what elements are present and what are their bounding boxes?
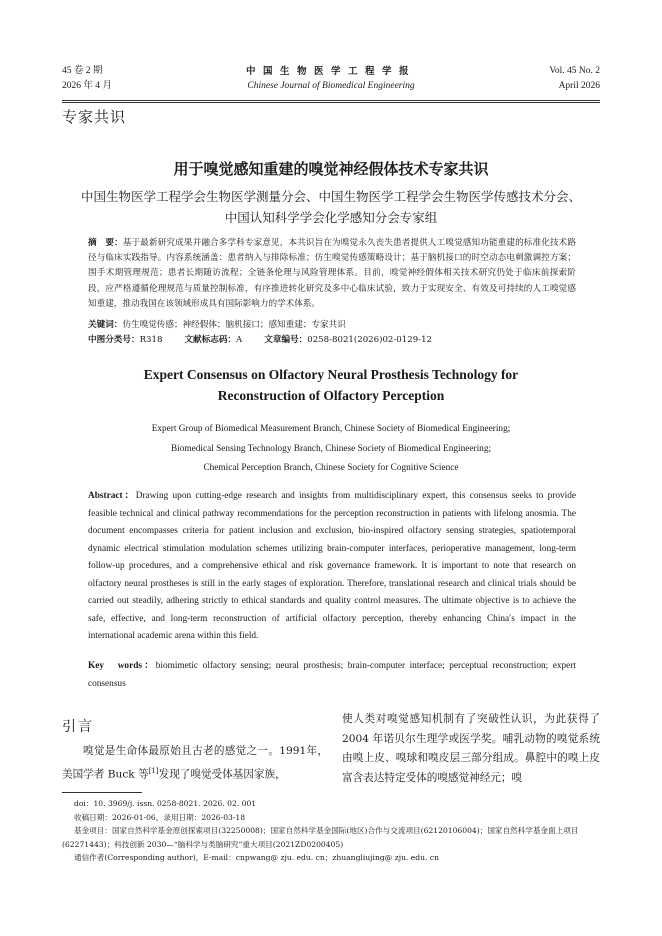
footnote-rule	[62, 792, 142, 793]
header-center	[180, 64, 482, 94]
title-en-line: Expert Consensus on Olfactory Neural Prosthesis Technology for	[143, 367, 519, 382]
authors-en-line: Expert Group of Biomedical Measurement Branch, Chinese Society of Biomedical Engineering;	[151, 424, 511, 434]
header-left	[62, 64, 112, 94]
clc-value: R318	[139, 335, 163, 345]
abstract-cn-label: 摘 要：	[88, 238, 123, 248]
title-en	[62, 364, 600, 406]
abstract-cn	[88, 236, 576, 312]
doc-code-label: 文献标志码：	[184, 335, 237, 345]
body-text: 嗅觉是生命体最原始且古老的感觉之一。1991年，美国学者 Buck 等	[62, 745, 328, 781]
date-en: April 2026	[558, 81, 600, 91]
authors-en-line: Chemical Perception Branch, Chinese Society for Cognitive Science	[203, 463, 459, 473]
keywords-cn-label: 关键词：	[88, 320, 123, 330]
keywords-en	[88, 658, 576, 693]
citation-ref[interactable]: [1]	[148, 766, 159, 775]
keywords-en-text: biomimetic olfactory sensing; neural prosthesis; brain-computer interface; perceptual reconstruction; expert consensus	[88, 661, 576, 689]
volume-issue: 45 卷 2 期	[62, 66, 103, 76]
footnotes	[62, 797, 600, 865]
authors-cn	[62, 186, 600, 228]
keywords-cn	[88, 318, 576, 332]
abstract-cn-text: 基于最新研究成果并融合多学科专家意见，本共识旨在为嗅觉永久丧失患者提供人工嗅觉感知功能重建的标准化技术路径与临床实践指导。内容系统涵盖：患者纳入与排除标准；仿生嗅觉传感策略设计；基于脑机接口的时空动态电刺激调控方案；围手术期管理规范；患者长期随访流程；全链条伦理与风险管理体系。目前，嗅觉神经假体相关技术研究仍处于临床前探索阶段，应严格遵循伦理规范与质量控制标准，有序推进转化研究及多中心临床试验，致力于实现安全、有效及可持续的人工嗅觉感知重建，推动我国在该领域形成具有国际影响力的学术体系。	[88, 238, 576, 309]
article-no-value: 0258-8021(2026)02-0129-12	[307, 335, 433, 345]
keywords-en-label: Key words：	[88, 661, 156, 671]
volume-number-en: Vol. 45 No. 2	[549, 66, 600, 76]
body-paragraph	[62, 742, 328, 785]
issue-date: 2026 年 4 月	[62, 81, 112, 91]
header-rule-secondary	[62, 102, 600, 103]
footnote-funding: 基金项目：国家自然科学基金原创探索项目(32250008)；国家自然科学基金国际(地区)合作与交流项目(62120106004)；国家自然科学基金面上项目(62271443)；科技创新 2030—“脑科学与类脑研究”重大项目(2021ZD0200405)	[62, 826, 579, 849]
journal-name-cn: 中国生物医学工程学报	[245, 66, 416, 77]
article-no-label: 文章编号：	[264, 335, 308, 345]
body-text: 发现了嗅觉受体基因家族，	[158, 768, 286, 781]
header-rule	[62, 100, 600, 101]
section-heading: 引言	[62, 719, 94, 735]
clc-label: 中图分类号：	[88, 335, 140, 345]
abstract-en	[88, 488, 576, 646]
authors-cn-line: 中国生物医学工程学会生物医学测量分会、中国生物医学工程学会生物医学传感技术分会、	[80, 189, 581, 204]
title-cn: 用于嗅觉感知重建的嗅觉神经假体技术专家共识	[173, 160, 489, 178]
body-column-left	[62, 742, 328, 785]
abstract-en-text: Drawing upon cutting-edge research and insights from multidisciplinary expert, this consensus seeks to provide feasible technical and clinical pathway recommendations for the perception reconstruction in patients with lifelong anosmia. The document encompasses criteria for patient inclusion and exclusion, bio-inspired olfactory sensing strategies, spatiotemporal dynamic electrical stimulation modulation schemes utilizing brain-computer interfaces, perioperative management, long-term follow-up procedures, and a comprehensive ethical and risk governance framework. It is important to note that research on olfactory neural prostheses is still in the early stages of exploration. Therefore, translational research and clinical trials should be carried out steadily, adhering strictly to ethical standards and quality control measures. The ultimate objective is to achieve the safe, effective, and long-term reconstruction of artificial olfactory perception, thereby enhancing China′s impact in the international academic arena within this field.	[88, 491, 576, 641]
abstract-en-label: Abstract：	[88, 491, 136, 501]
classification-line	[88, 333, 576, 347]
column-tag: 专家共识	[62, 108, 127, 126]
footnote-dates: 收稿日期：2026-01-06，录用日期：2026-03-18	[74, 812, 246, 822]
journal-name-en: Chinese Journal of Biomedical Engineering	[247, 81, 415, 91]
authors-cn-line: 中国认知科学学会化学感知分会专家组	[224, 210, 438, 225]
keywords-cn-text: 仿生嗅觉传感；神经假体；脑机接口；感知重建；专家共识	[122, 320, 346, 330]
authors-en	[62, 420, 600, 479]
doc-code-value: A	[236, 335, 243, 345]
authors-en-line: Biomedical Sensing Technology Branch, Chinese Society of Biomedical Engineering;	[170, 443, 492, 454]
body-paragraph: 使人类对嗅觉感知机制有了突破性认识，为此获得了 2004 年诺贝尔生理学或医学奖。哺乳动物的嗅觉系统由嗅上皮、嗅球和嗅皮层三部分组成。鼻腔中的嗅上皮富含表达特定受体的嗅感觉神经元；嗅	[342, 713, 600, 784]
body-column-right	[342, 710, 600, 788]
footnote-doi: doi：10. 3969/j. issn. 0258-8021. 2026. 02. 001	[74, 799, 257, 808]
footnote-corresponding: 通信作者(Corresponding author)，E-mail：cnpwang@ zju. edu. cn；zhuangliujing@ zju. edu. cn	[74, 853, 440, 862]
header-right	[549, 64, 600, 94]
title-en-line: Reconstruction of Olfactory Perception	[217, 388, 445, 403]
